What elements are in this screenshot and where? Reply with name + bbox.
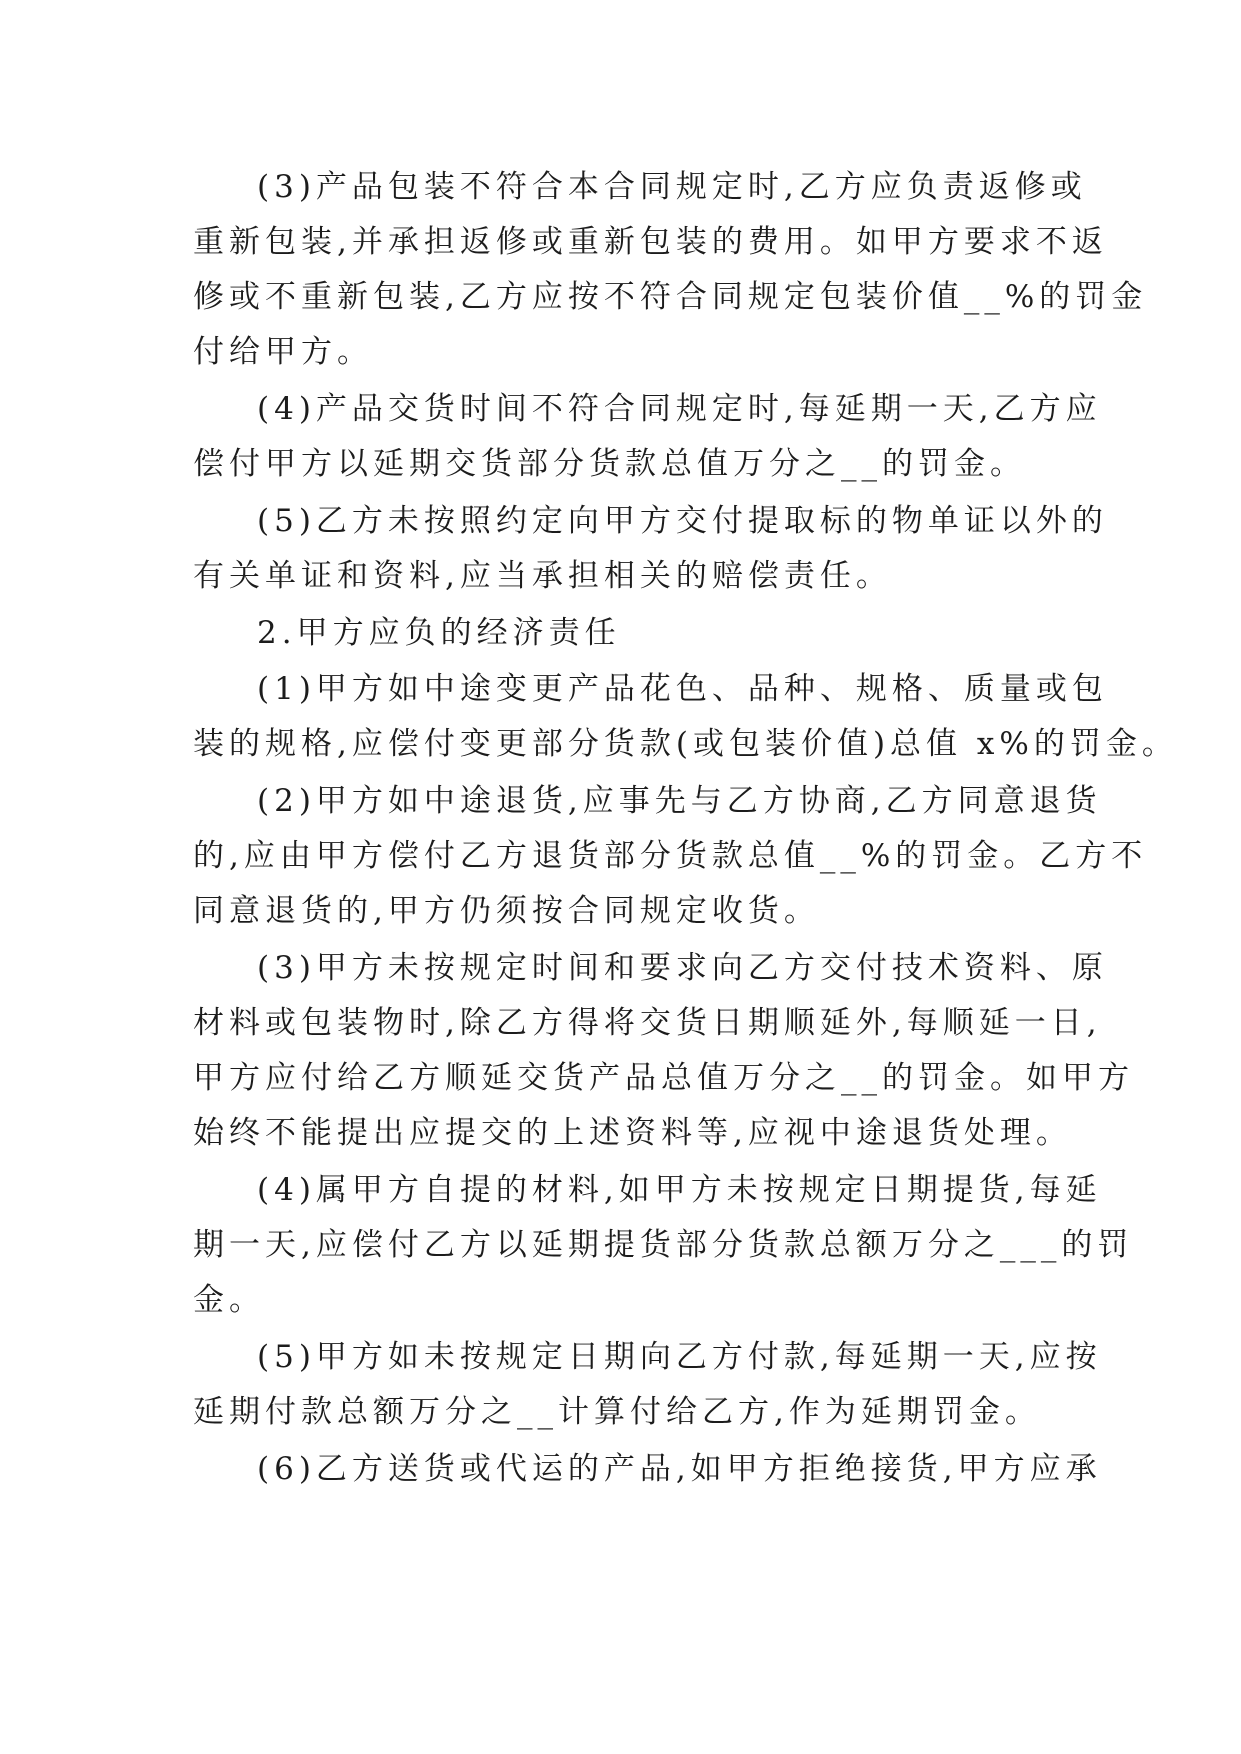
text-line: 同意退货的,甲方仍须按合同规定收货。 — [193, 893, 820, 929]
text-line: 装的规格,应偿付变更部分货款(或包装价值)总值 x%的罚金。 — [193, 726, 1178, 762]
text-line: (5)甲方如未按规定日期向乙方付款,每延期一天,应按 — [257, 1339, 1102, 1375]
text-line: (3)甲方未按规定时间和要求向乙方交付技术资料、原 — [257, 950, 1108, 986]
text-line: 偿付甲方以延期交货部分货款总值万分之__的罚金。 — [193, 446, 1026, 482]
text-line: (5)乙方未按照约定向甲方交付提取标的物单证以外的 — [257, 503, 1108, 539]
text-line: 金。 — [193, 1282, 265, 1318]
text-line: 修或不重新包装,乙方应按不符合同规定包装价值__%的罚金 — [193, 279, 1148, 315]
text-line: 付给甲方。 — [193, 334, 373, 370]
text-line: 重新包装,并承担返修或重新包装的费用。如甲方要求不返 — [193, 224, 1108, 260]
text-line: (3)产品包装不符合本合同规定时,乙方应负责返修或 — [257, 169, 1087, 205]
text-line: 材料或包装物时,除乙方得将交货日期顺延外,每顺延一日, — [193, 1005, 1102, 1041]
text-line: (6)乙方送货或代运的产品,如甲方拒绝接货,甲方应承 — [257, 1451, 1102, 1487]
text-line: 甲方应付给乙方顺延交货产品总值万分之__的罚金。如甲方 — [193, 1060, 1134, 1096]
text-line: (1)甲方如中途变更产品花色、品种、规格、质量或包 — [257, 671, 1108, 707]
text-line: (4)产品交货时间不符合同规定时,每延期一天,乙方应 — [257, 391, 1102, 427]
text-line: 有关单证和资料,应当承担相关的赔偿责任。 — [193, 558, 892, 594]
text-line: (2)甲方如中途退货,应事先与乙方协商,乙方同意退货 — [257, 783, 1102, 819]
text-line: 延期付款总额万分之__计算付给乙方,作为延期罚金。 — [193, 1394, 1041, 1430]
section-heading: 2.甲方应负的经济责任 — [257, 615, 621, 651]
text-line: 始终不能提出应提交的上述资料等,应视中途退货处理。 — [193, 1115, 1072, 1151]
text-line: 的,应由甲方偿付乙方退货部分货款总值__%的罚金。乙方不 — [193, 838, 1148, 874]
text-line: 期一天,应偿付乙方以延期提货部分货款总额万分之___的罚 — [193, 1227, 1134, 1263]
text-line: (4)属甲方自提的材料,如甲方未按规定日期提货,每延 — [257, 1172, 1102, 1208]
